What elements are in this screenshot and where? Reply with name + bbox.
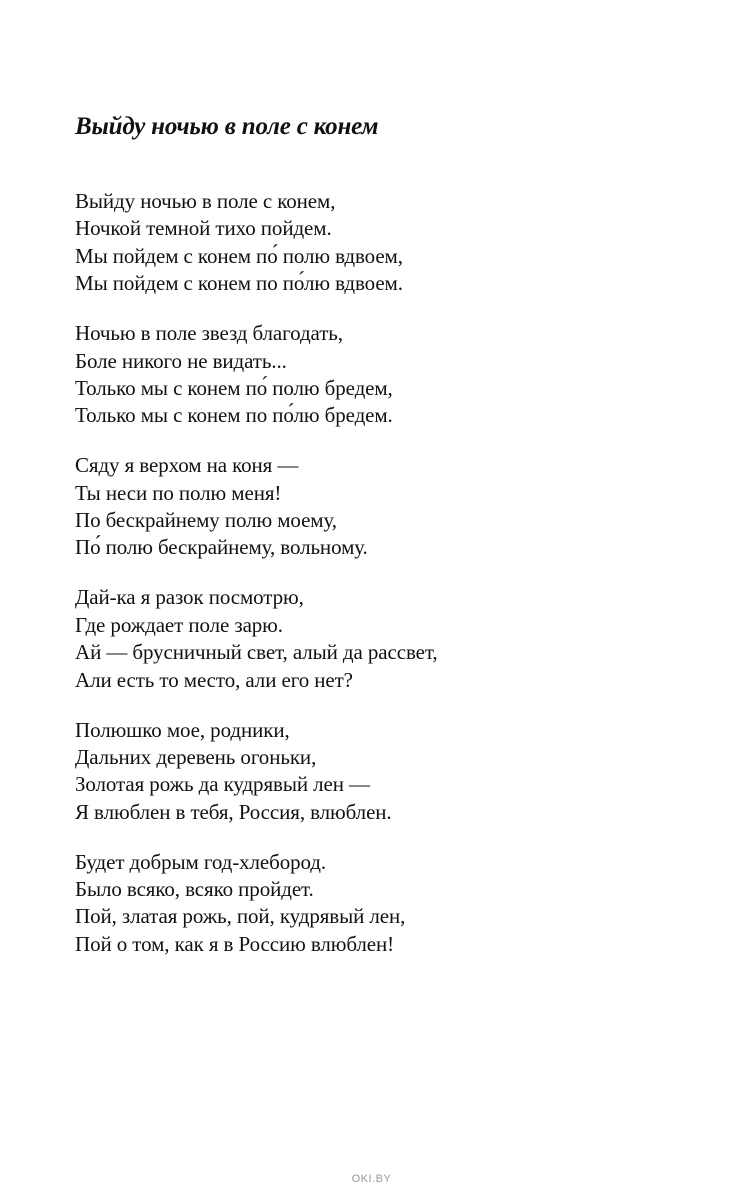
poem-line: Будет добрым год-хлебород. [75,849,327,874]
poem-line: Выйду ночью в поле с конем, [75,189,336,213]
poem-line: Было всяко, всяко пройдет. [75,877,314,902]
poem-line: Мы пойдем с конем по́ полю вдвоем, [75,243,403,268]
poem-page [75,108,675,981]
poem-line: Пой о том, как я в Россию влюблен! [75,931,395,956]
poem-line: Али есть то место, али его нет? [75,667,353,692]
poem-line: Только мы с конем по по́лю бредем. [75,403,393,428]
stanza-6 [75,849,675,959]
poem-line: Ай — брусничный свет, алый да рассвет, [75,640,438,665]
poem-line: Золотая рожь да кудрявый лен — [75,772,370,797]
poem-line: Дальних деревень огоньки, [75,744,317,769]
poem-line: Боле никого не видать... [75,348,287,373]
stanza-3 [75,452,675,562]
poem-title: Выйду ночью в поле с конем [75,113,379,140]
stanza-5 [75,717,675,827]
poem-line: Ты неси по полю меня! [75,480,282,505]
stanza-4 [75,584,675,694]
poem-line: Пой, златая рожь, пой, кудрявый лен, [75,904,406,929]
poem-line: Ночью в поле звезд благодать, [75,321,343,346]
poem-line: По́ полю бескрайнему, вольному. [75,535,368,560]
stanza-2 [75,320,675,430]
site-watermark: OKI.BY [351,1173,392,1185]
poem-line: Я влюблен в тебя, Россия, влюблен. [75,799,392,824]
poem-line: Ночкой темной тихо пойдем. [75,216,332,241]
poem-line: Сяду я верхом на коня — [75,453,299,478]
poem-line: Только мы с конем по́ полю бредем, [75,375,393,400]
stanza-1 [75,188,675,298]
poem-line: Мы пойдем с конем по по́лю вдвоем. [75,271,403,296]
poem-line: По бескрайнему полю моему, [75,508,337,533]
poem-line: Полюшко мое, родники, [75,717,290,742]
poem-line: Где рождает поле зарю. [75,612,283,637]
poem-line: Дай-ка я разок посмотрю, [75,585,304,610]
